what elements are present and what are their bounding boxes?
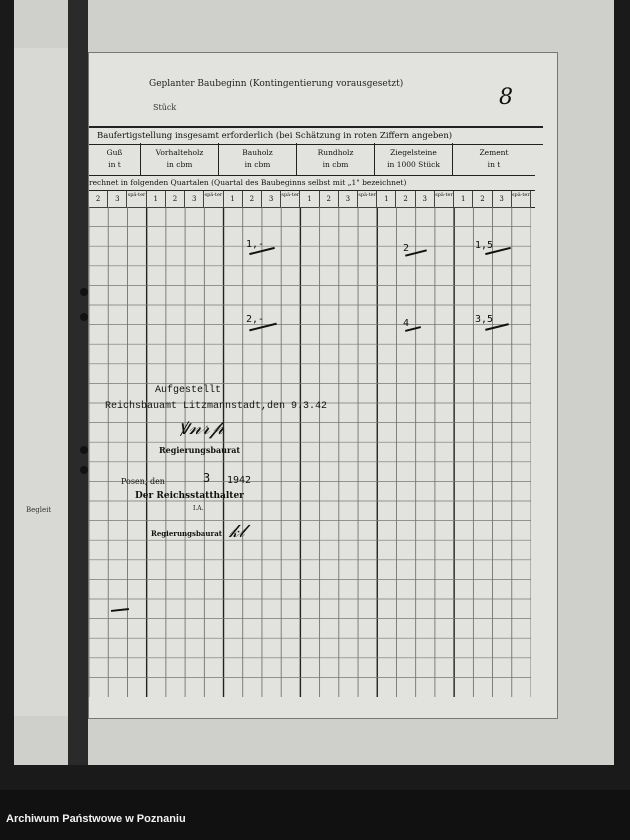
quarter-label: spä-ter xyxy=(358,191,377,207)
form-grid xyxy=(89,207,531,697)
category-ziegelsteine: Ziegelsteine in 1000 Stück xyxy=(375,143,453,175)
quarter-label: 2 xyxy=(166,191,185,207)
category-vorhalteholz: Vorhalteholz in cbm xyxy=(141,143,219,175)
ziegel-value-1: 2 xyxy=(403,243,410,254)
quarter-label: spä-ter xyxy=(127,191,146,207)
office-line: Reichsbauamt Litzmannstadt,den 9.3.42 xyxy=(105,401,328,412)
archive-caption: Archiwum Państwowe w Poznaniu xyxy=(6,813,186,825)
bauholz-value-1: 1,- xyxy=(246,239,265,250)
punch-hole xyxy=(80,313,88,321)
signature: ꝟ𝓃𝓇𝓅 xyxy=(179,415,224,439)
initials-signature: 𝓀𝓁 xyxy=(229,521,245,542)
quarter-label: 2 xyxy=(243,191,262,207)
quarter-label: 2 xyxy=(320,191,339,207)
bauholz-value-2: 2,- xyxy=(246,314,265,325)
quarter-label: 2 xyxy=(473,191,492,207)
binding-spine xyxy=(68,0,88,765)
category-header-row xyxy=(89,143,535,176)
form-title: Geplanter Baubeginn (Kontingentierung vorausgesetzt) xyxy=(149,79,404,89)
category-guss: Guß in t xyxy=(89,143,141,175)
form-page xyxy=(88,52,558,719)
posen-day: 3 xyxy=(203,471,211,485)
ziegel-value-2: 4 xyxy=(403,318,410,329)
quarter-label-row xyxy=(89,191,535,208)
quarter-note: rechnet in folgenden Quartalen (Quartal des Baubeginns selbst mit „1" bezeichnet) xyxy=(89,176,535,191)
category-bauholz: Bauholz in cbm xyxy=(219,143,297,175)
aufgestellt-text: Aufgestellt xyxy=(155,385,222,396)
quarter-label: 3 xyxy=(416,191,435,207)
quarter-label: 1 xyxy=(147,191,166,207)
stueck-label: Stück xyxy=(153,103,177,112)
punch-hole xyxy=(80,446,88,454)
quarter-label: 3 xyxy=(493,191,512,207)
category-zement: Zement in t xyxy=(479,148,509,169)
quarter-label: 3 xyxy=(339,191,358,207)
quarter-label: spä-ter xyxy=(281,191,300,207)
quarter-label: 1 xyxy=(377,191,396,207)
punch-hole xyxy=(80,288,88,296)
ia-text: I.A. xyxy=(193,505,204,512)
quarter-label: 3 xyxy=(185,191,204,207)
category-rundholz: Rundholz in cbm xyxy=(297,143,375,175)
quarter-label: spä-ter xyxy=(435,191,454,207)
quarter-label: spä-ter xyxy=(204,191,223,207)
statthalter-stamp: Der Reichsstatthalter xyxy=(135,491,244,501)
punch-hole xyxy=(80,466,88,474)
quarter-label: 3 xyxy=(262,191,281,207)
regierungsbaurat-stamp-2: Regierungsbaurat xyxy=(151,529,222,538)
quarter-label: 1 xyxy=(224,191,243,207)
page-number: 8 xyxy=(499,85,513,110)
quarter-label: 1 xyxy=(454,191,473,207)
zement-value-2: 3,5 xyxy=(475,314,494,325)
quarter-label: 3 xyxy=(108,191,127,207)
zement-value-1: 1,5 xyxy=(475,240,494,251)
section-title: Baufertigstellung insgesamt erforderlich (bei Schätzung in roten Ziffern angeben) xyxy=(89,126,543,145)
posen-den: Posen, den xyxy=(121,477,165,486)
quarter-label: 2 xyxy=(396,191,415,207)
margin-text: Begleit xyxy=(26,506,52,514)
quarter-label: spä-ter xyxy=(512,191,531,207)
quarter-label: 1 xyxy=(300,191,319,207)
quarter-label: 2 xyxy=(89,191,108,207)
posen-year: 1942 xyxy=(227,475,252,486)
regierungsbaurat-stamp: Regierungsbaurat xyxy=(159,445,241,455)
